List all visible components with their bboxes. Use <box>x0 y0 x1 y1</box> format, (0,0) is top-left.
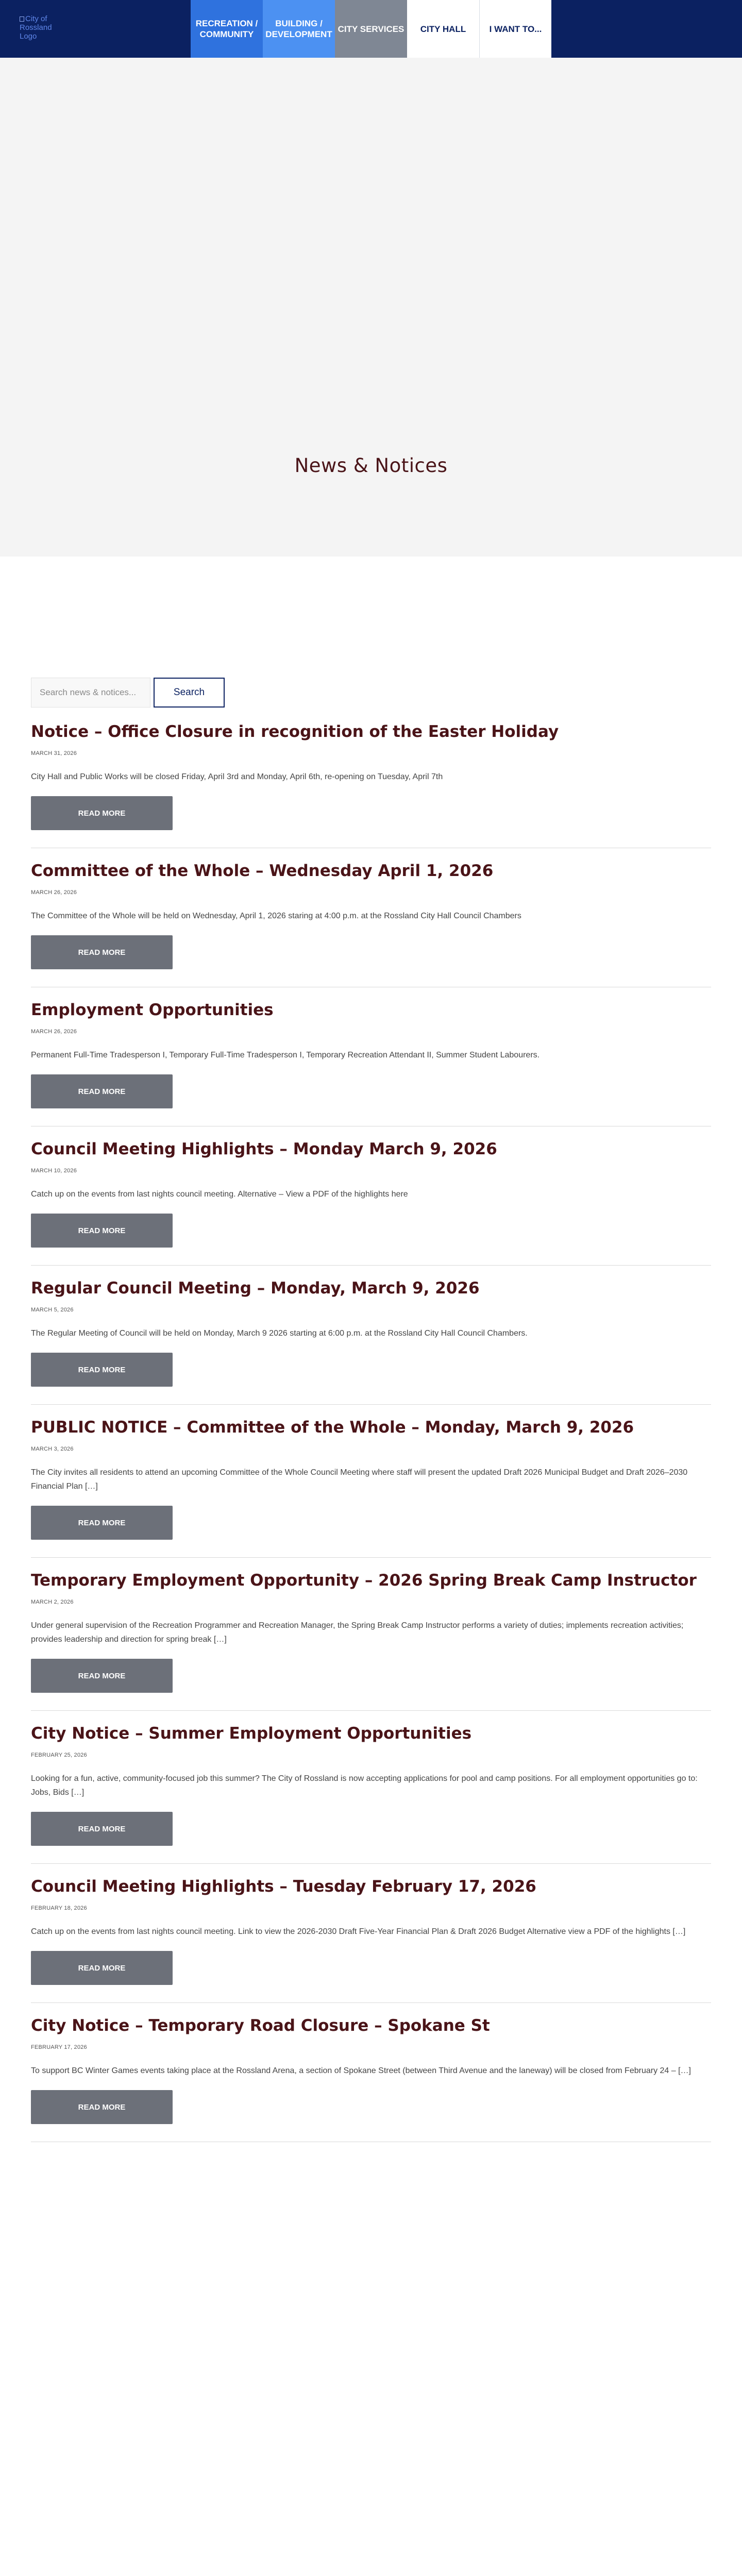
read-more-button[interactable]: READ MORE <box>31 1353 173 1387</box>
news-item-date: FEBRUARY 18, 2026 <box>31 1905 87 1911</box>
news-item-title[interactable]: PUBLIC NOTICE – Committee of the Whole – Monday, March 9, 2026 <box>31 1418 634 1437</box>
broken-image-icon <box>20 16 24 22</box>
news-item-date: MARCH 10, 2026 <box>31 1168 77 1174</box>
news-item-excerpt: City Hall and Public Works will be closed Friday, April 3rd and Monday, April 6th, re-opening on Tuesday, April 7th <box>31 772 443 781</box>
news-item <box>31 721 711 848</box>
nav-city-services[interactable]: CITY SERVICES <box>335 0 407 58</box>
read-more-button[interactable]: READ MORE <box>31 1214 173 1248</box>
news-item <box>31 1278 711 1405</box>
nav-building-development[interactable]: BUILDING / DEVELOPMENT <box>263 0 335 58</box>
news-item-title[interactable]: Employment Opportunities <box>31 1001 274 1019</box>
search-button[interactable]: Search <box>154 678 225 708</box>
news-item-title[interactable]: City Notice – Summer Employment Opportunities <box>31 1724 472 1743</box>
hero-banner <box>0 58 742 557</box>
news-item-date: MARCH 3, 2026 <box>31 1446 74 1452</box>
news-item-excerpt: Under general supervision of the Recreation Programmer and Recreation Manager, the Spring Break Camp Instructor performs a variety of duties; implements recreation activities; provides leadership and direction for spring break […] <box>31 1621 684 1644</box>
news-item-title[interactable]: Temporary Employment Opportunity – 2026 Spring Break Camp Instructor <box>31 1571 697 1590</box>
news-item <box>31 2015 711 2142</box>
news-item-date: FEBRUARY 17, 2026 <box>31 2044 87 2050</box>
news-item-date: MARCH 26, 2026 <box>31 1029 77 1035</box>
news-item-excerpt: Permanent Full-Time Tradesperson I, Temporary Full-Time Tradesperson I, Temporary Recreation Attendant II, Summer Student Labourers. <box>31 1051 540 1059</box>
news-item <box>31 1139 711 1266</box>
news-item-title[interactable]: Council Meeting Highlights – Tuesday February 17, 2026 <box>31 1877 536 1896</box>
news-list <box>31 721 711 2154</box>
news-item-date: MARCH 26, 2026 <box>31 889 77 896</box>
news-item-title[interactable]: Regular Council Meeting – Monday, March 9, 2026 <box>31 1279 480 1298</box>
news-item-date: FEBRUARY 25, 2026 <box>31 1752 87 1758</box>
news-item-date: MARCH 5, 2026 <box>31 1307 74 1313</box>
news-item-title[interactable]: Notice – Office Closure in recognition of the Easter Holiday <box>31 722 559 741</box>
nav-recreation-community[interactable]: RECREATION / COMMUNITY <box>191 0 263 58</box>
news-item <box>31 1000 711 1126</box>
main-nav <box>191 0 551 58</box>
read-more-button[interactable]: READ MORE <box>31 1951 173 1985</box>
news-item-excerpt: The Committee of the Whole will be held on Wednesday, April 1, 2026 staring at 4:00 p.m. at the Rossland City Hall Council Chambers <box>31 912 521 920</box>
news-item <box>31 1417 711 1558</box>
news-item-title[interactable]: City Notice – Temporary Road Closure – Spokane St <box>31 2016 490 2035</box>
news-item <box>31 861 711 987</box>
news-item-excerpt: The Regular Meeting of Council will be held on Monday, March 9 2026 starting at 6:00 p.m. at the Rossland City Hall Council Chambers. <box>31 1329 528 1338</box>
read-more-button[interactable]: READ MORE <box>31 1812 173 1846</box>
news-item-title[interactable]: Committee of the Whole – Wednesday April 1, 2026 <box>31 862 494 880</box>
page-title: News & Notices <box>294 454 448 477</box>
news-item-excerpt: Catch up on the events from last nights council meeting. Link to view the 2026-2030 Draft Five-Year Financial Plan & Draft 2026 Budget Alternative view a PDF of the highlights […] <box>31 1927 686 1936</box>
news-item-date: MARCH 2, 2026 <box>31 1599 74 1605</box>
read-more-button[interactable]: READ MORE <box>31 1074 173 1108</box>
nav-city-hall[interactable]: CITY HALL <box>407 0 479 58</box>
read-more-button[interactable]: READ MORE <box>31 1659 173 1693</box>
read-more-button[interactable]: READ MORE <box>31 1506 173 1540</box>
read-more-button[interactable]: READ MORE <box>31 935 173 969</box>
news-item-title[interactable]: Council Meeting Highlights – Monday March 9, 2026 <box>31 1140 497 1158</box>
news-search <box>31 678 225 708</box>
search-input[interactable] <box>31 678 150 708</box>
news-item <box>31 1570 711 1711</box>
read-more-button[interactable]: READ MORE <box>31 796 173 830</box>
news-item-excerpt: The City invites all residents to attend an upcoming Committee of the Whole Council Meeting where staff will present the updated Draft 2026 Municipal Budget and Draft 2026–2030 Financial Plan […] <box>31 1468 688 1491</box>
news-item <box>31 1876 711 2003</box>
news-item-date: MARCH 31, 2026 <box>31 750 77 756</box>
nav-i-want-to[interactable]: I WANT TO... <box>479 0 551 58</box>
news-item <box>31 1723 711 1864</box>
site-header <box>0 0 742 58</box>
logo-alt-text: City of Rossland Logo <box>20 14 52 41</box>
news-item-excerpt: Catch up on the events from last nights council meeting. Alternative – View a PDF of the highlights here <box>31 1190 408 1199</box>
news-item-excerpt: Looking for a fun, active, community-focused job this summer? The City of Rossland is now accepting applications for pool and camp positions. For all employment opportunities go to: Jobs, Bids […] <box>31 1774 698 1797</box>
news-item-excerpt: To support BC Winter Games events taking place at the Rossland Arena, a section of Spokane Street (between Third Avenue and the laneway) will be closed from February 24 – […] <box>31 2066 691 2075</box>
city-logo-link[interactable] <box>20 14 61 41</box>
read-more-button[interactable]: READ MORE <box>31 2090 173 2124</box>
